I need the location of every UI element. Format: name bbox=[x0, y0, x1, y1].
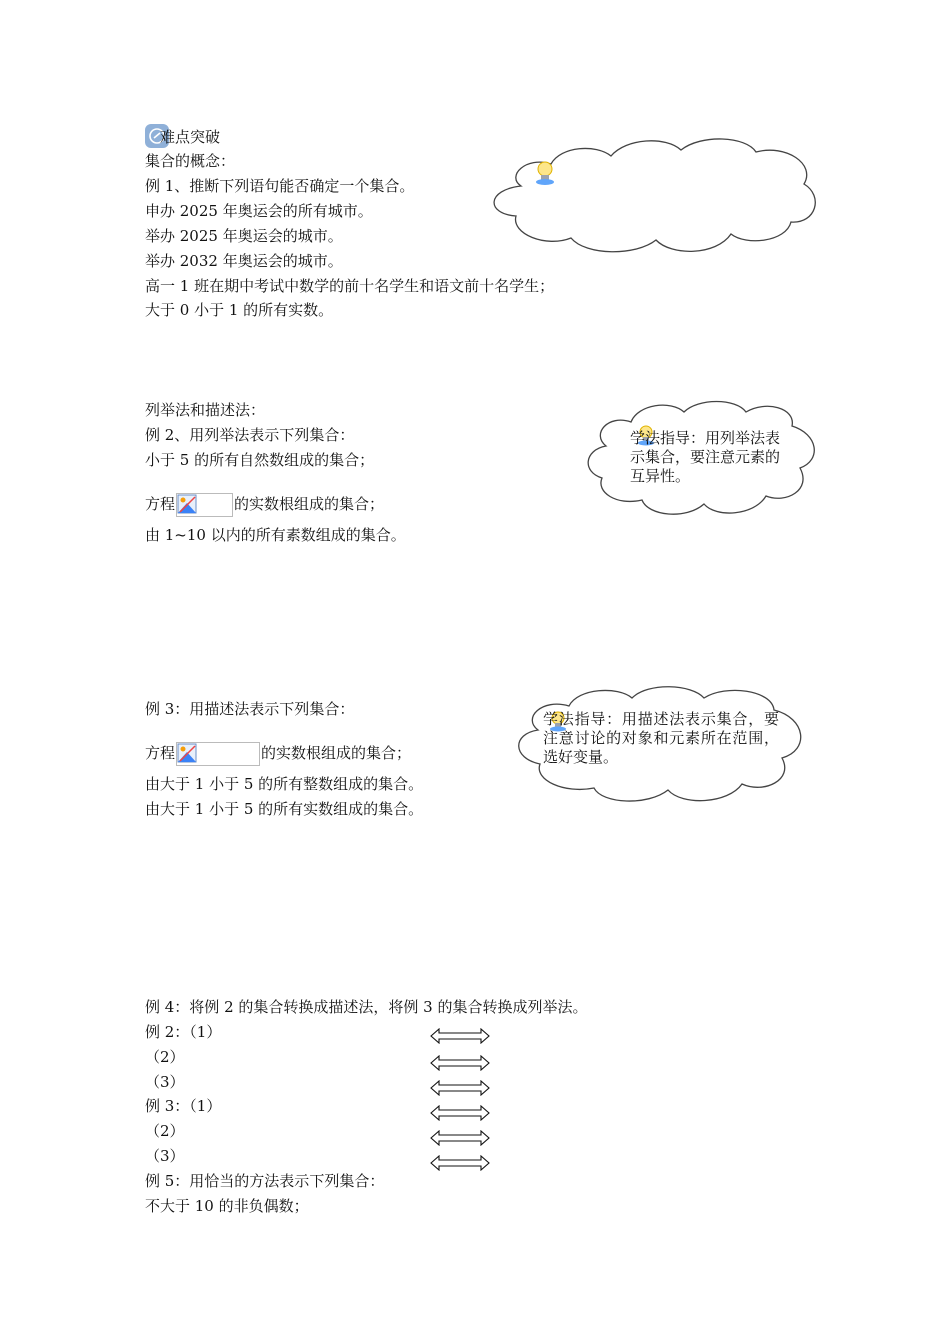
double-arrow-icon bbox=[430, 1080, 490, 1100]
conversion-row-label: 例 3：（1） bbox=[145, 1097, 222, 1115]
conversion-row-label: （3） bbox=[145, 1147, 185, 1165]
example-5-item: 不大于 10 的非负偶数； bbox=[145, 1197, 309, 1215]
tip-text: 学法指导：用列举法表示集合，要注意元素的互异性。 bbox=[630, 429, 781, 485]
conversion-row-label: （2） bbox=[145, 1048, 185, 1066]
example-4-title: 例 4：将例 2 的集合转换成描述法，将例 3 的集合转换成列举法。 bbox=[145, 998, 588, 1016]
example-2-item: 小于 5 的所有自然数组成的集合； bbox=[145, 451, 375, 469]
example-3-item bbox=[145, 742, 411, 766]
example-2-item bbox=[145, 493, 384, 517]
double-arrow-icon bbox=[430, 1130, 490, 1150]
example-1-item: 举办 2025 年奥运会的城市。 bbox=[145, 227, 343, 245]
example-2-item-suffix: 的实数根组成的集合； bbox=[234, 495, 385, 513]
image-placeholder-icon bbox=[176, 493, 233, 517]
conversion-row-label: （2） bbox=[145, 1122, 185, 1140]
conversion-row-label: （3） bbox=[145, 1073, 185, 1091]
thought-cloud bbox=[486, 134, 822, 258]
conversion-row-label: 例 2：（1） bbox=[145, 1023, 222, 1041]
example-3-item-prefix: 方程 bbox=[145, 744, 176, 762]
example-1-item: 大于 0 小于 1 的所有实数。 bbox=[145, 301, 334, 319]
example-1-item: 高一 1 班在期中考试中数学的前十名学生和语文前十名学生； bbox=[145, 277, 555, 295]
example-5-title: 例 5：用恰当的方法表示下列集合： bbox=[145, 1172, 385, 1190]
lightbulb-icon bbox=[534, 160, 556, 186]
section-2-heading: 列举法和描述法： bbox=[145, 401, 266, 419]
example-3-title: 例 3：用描述法表示下列集合： bbox=[145, 700, 355, 718]
example-2-item: 由 1~10 以内的所有素数组成的集合。 bbox=[145, 526, 406, 544]
concept-heading: 集合的概念： bbox=[145, 152, 236, 170]
example-3-item-suffix: 的实数根组成的集合； bbox=[261, 744, 412, 762]
example-3-item: 由大于 1 小于 5 的所有实数组成的集合。 bbox=[145, 800, 424, 818]
double-arrow-icon bbox=[430, 1155, 490, 1175]
tip-cloud bbox=[514, 684, 806, 806]
example-1-item: 举办 2032 年奥运会的城市。 bbox=[145, 252, 343, 270]
tip-text: 学法指导：用描述法表示集合，要注意讨论的对象和元素所在范围，选好变量。 bbox=[543, 710, 779, 766]
example-2-title: 例 2、用列举法表示下列集合： bbox=[145, 426, 355, 444]
section-heading: 难点突破 bbox=[160, 128, 221, 146]
image-placeholder-icon bbox=[176, 742, 260, 766]
example-1-title: 例 1、推断下列语句能否确定一个集合。 bbox=[145, 177, 415, 195]
double-arrow-icon bbox=[430, 1105, 490, 1125]
double-arrow-icon bbox=[430, 1028, 490, 1048]
double-arrow-icon bbox=[430, 1055, 490, 1075]
tip-cloud bbox=[586, 398, 820, 520]
example-3-item: 由大于 1 小于 5 的所有整数组成的集合。 bbox=[145, 775, 424, 793]
example-2-item-prefix: 方程 bbox=[145, 495, 176, 513]
example-1-item: 申办 2025 年奥运会的所有城市。 bbox=[145, 202, 373, 220]
